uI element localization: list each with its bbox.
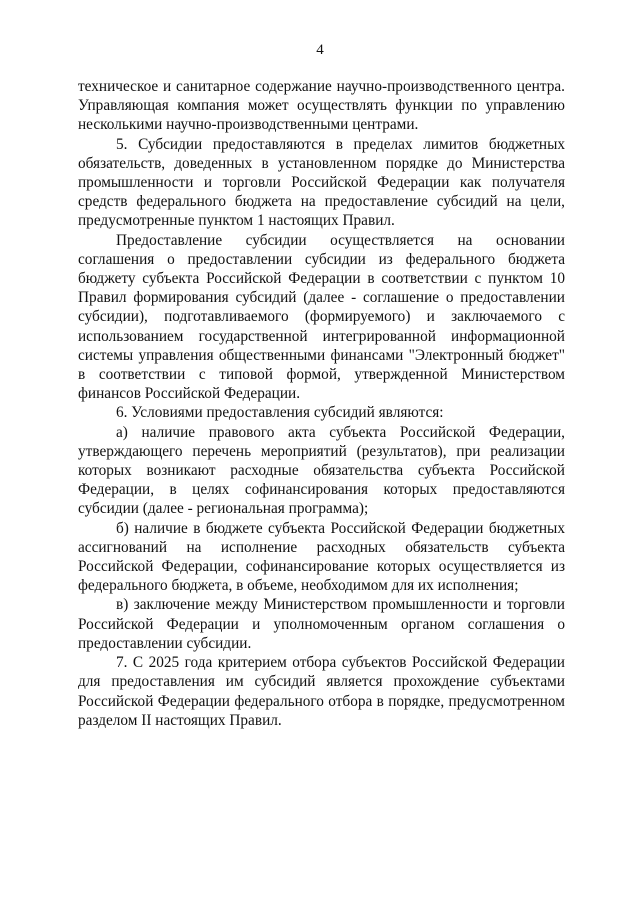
paragraph-continuation: техническое и санитарное содержание научно-производственного центра. Управляющая компания может осуществлять функции по управлению несколькими научно-производственными центрами. xyxy=(78,78,565,134)
document-body xyxy=(78,77,565,730)
paragraph-subitem-v: в) заключение между Министерством промышленности и торговли Российской Федерации и уполномоченным органом соглашения о предоставлении субсидии. xyxy=(78,596,565,652)
paragraph-item-6: 6. Условиями предоставления субсидий являются: xyxy=(116,404,444,422)
paragraph-subitem-a: а) наличие правового акта субъекта Российской Федерации, утверждающего перечень мероприятий (результатов), при реализации которых возникают расходные обязательства субъекта Российской Федерации, в целях софинансирования которых предоставляются субсидии (далее - региональная программа); xyxy=(78,423,565,518)
paragraph-subitem-b: б) наличие в бюджете субъекта Российской Федерации бюджетных ассигнований на исполнение расходных обязательств субъекта Российской Федерации, софинансирование которых осуществляется из федерального бюджета, в объеме, необходимом для их исполнения; xyxy=(78,519,565,595)
page-number: 4 xyxy=(316,42,324,58)
paragraph-subsidy-agreement: Предоставление субсидии осуществляется на основании соглашения о предоставлении субсидии из федерального бюджета бюджету субъекта Российской Федерации в соответствии с пунктом 10 Правил формирования субсидий (далее - соглашение о предоставлении субсидии), подготавливаемого (формируемого) и заключаемого с использованием государственной интегрированной информационной системы управления общественными финансами "Электронный бюджет" в соответствии с типовой формой, утвержденной Министерством финансов Российской Федерации. xyxy=(78,231,565,403)
paragraph-item-5: 5. Субсидии предоставляются в пределах лимитов бюджетных обязательств, доведенных в установленном порядке до Министерства промышленности и торговли Российской Федерации как получателя средств федерального бюджета на предоставление субсидий на цели, предусмотренные пунктом 1 настоящих Правил. xyxy=(78,135,565,230)
paragraph-item-7: 7. С 2025 года критерием отбора субъектов Российской Федерации для предоставления им субсидий является прохождение субъектами Российской Федерации федерального отбора в порядке, предусмотренном разделом II настоящих Правил. xyxy=(78,654,565,729)
